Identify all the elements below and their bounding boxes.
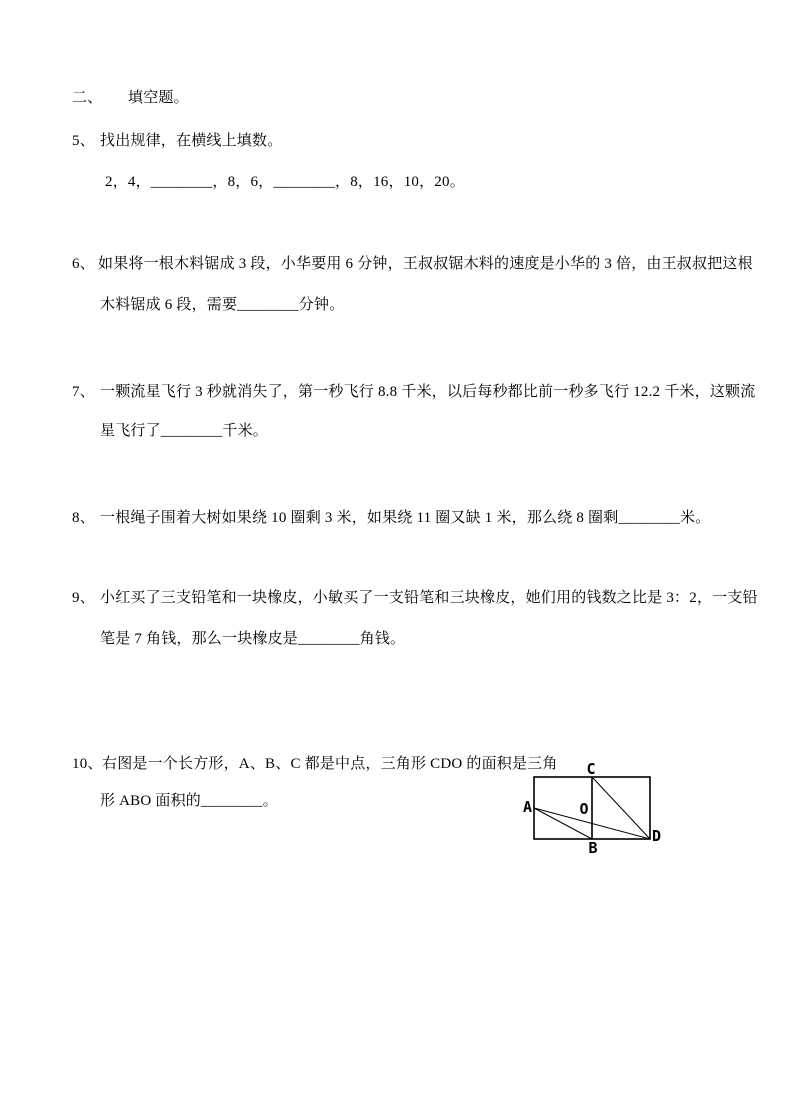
question-10-line2: 形 ABO 面积的________。 — [100, 793, 278, 809]
question-6-number: 6、 — [72, 256, 95, 272]
section-title: 填空题。 — [128, 90, 189, 106]
section-number: 二、 — [72, 90, 103, 106]
question-10-line1: 右图是一个长方形，A、B、C 都是中点，三角形 CDO 的面积是三角 — [102, 756, 558, 772]
segment-CD — [592, 777, 650, 839]
figure-label-C: C — [586, 760, 596, 778]
figure-label-D: D — [652, 827, 662, 845]
question-7-line1: 一颗流星飞行 3 秒就消失了，第一秒飞行 8.8 千米，以后每秒都比前一秒多飞行 12.2 千米，这颗流 — [100, 384, 756, 400]
question-6-line1: 如果将一根木料锯成 3 段，小华要用 6 分钟，王叔叔锯木料的速度是小华的 3 倍，由王叔叔把这根 — [98, 256, 753, 272]
question-5-sequence: 2，4，________，8，6，________，8，16，10，20。 — [105, 174, 465, 190]
question-9-number: 9、 — [72, 590, 95, 606]
question-9-line2: 笔是 7 角钱，那么一块橡皮是________角钱。 — [100, 631, 406, 647]
question-5-text: 找出规律，在横线上填数。 — [100, 133, 283, 149]
geometry-figure — [512, 752, 677, 862]
question-8-number: 8、 — [72, 510, 95, 526]
question-9-line1: 小红买了三支铅笔和一块橡皮，小敏买了一支铅笔和三块橡皮，她们用的钱数之比是 3：2，一支铅 — [100, 590, 758, 606]
figure-label-A: A — [522, 798, 532, 816]
figure-label-B: B — [588, 839, 598, 857]
question-5-number: 5、 — [72, 133, 95, 149]
question-6-line2: 木料锯成 6 段，需要________分钟。 — [100, 297, 345, 313]
question-10-number: 10、 — [72, 756, 103, 772]
figure-label-O: O — [579, 800, 589, 818]
question-8-line1: 一根绳子围着大树如果绕 10 圈剩 3 米，如果绕 11 圈又缺 1 米，那么绕 8 圈剩________米。 — [100, 510, 711, 526]
question-7-line2: 星飞行了________千米。 — [100, 423, 269, 439]
question-7-number: 7、 — [72, 384, 95, 400]
